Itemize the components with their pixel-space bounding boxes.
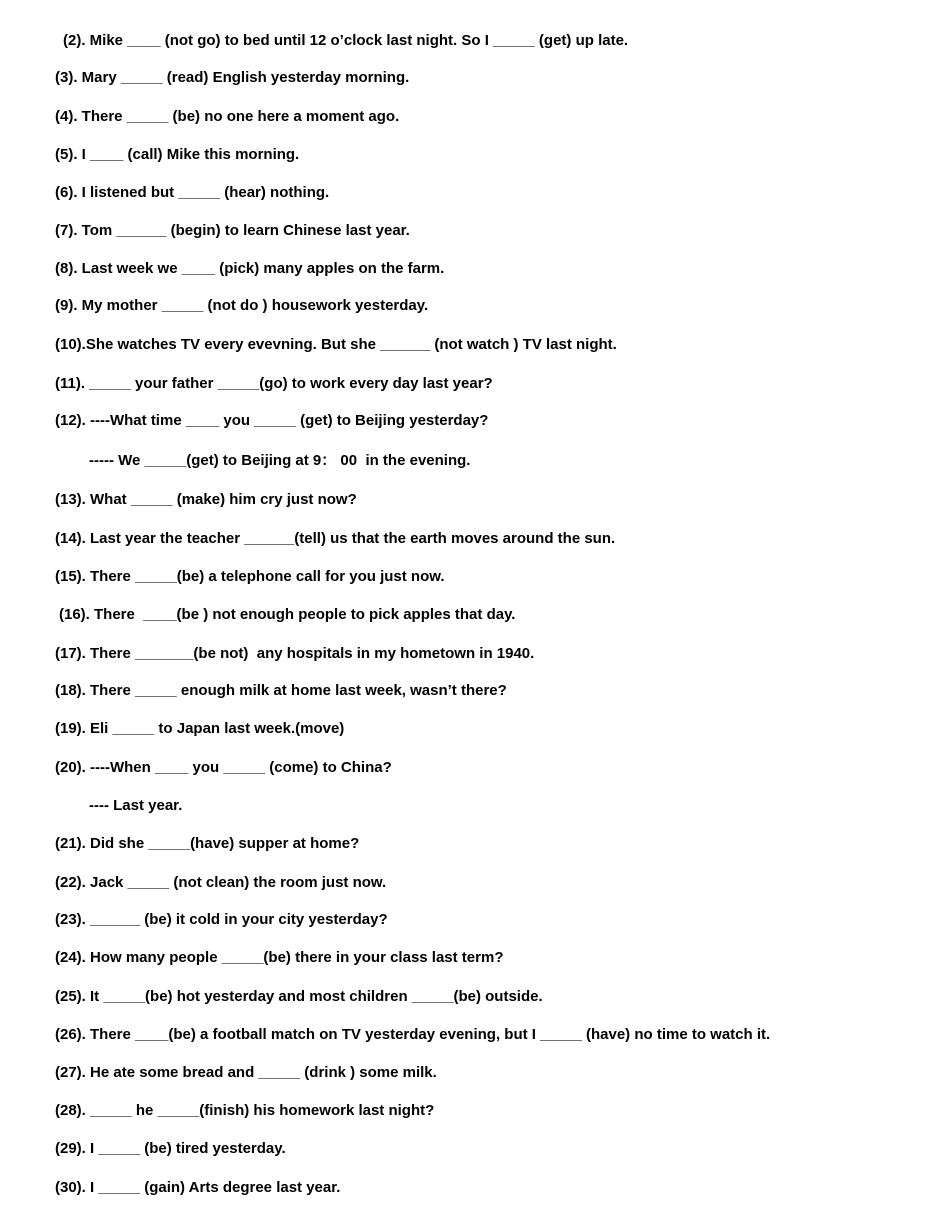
question-6: (6). I listened but _____ (hear) nothing.: [55, 184, 330, 201]
question-8: (8). Last week we ____ (pick) many apples on the farm.: [55, 260, 445, 277]
question-25: (25). It _____(be) hot yesterday and most children _____(be) outside.: [55, 988, 543, 1005]
question-28: (28). _____ he _____(finish) his homework last night?: [55, 1102, 435, 1119]
question-20-answer: ---- Last year.: [89, 797, 183, 814]
question-19: (19). Eli _____ to Japan last week.(move): [55, 720, 345, 737]
question-5: (5). I ____ (call) Mike this morning.: [55, 146, 300, 163]
question-4: (4). There _____ (be) no one here a moment ago.: [55, 108, 400, 125]
question-22: (22). Jack _____ (not clean) the room just now.: [55, 874, 387, 891]
question-16: (16). There ____(be ) not enough people to pick apples that day.: [59, 606, 516, 623]
question-21: (21). Did she _____(have) supper at home?: [55, 835, 360, 852]
question-2: (2). Mike ____ (not go) to bed until 12 o’clock last night. So I _____ (get) up late.: [63, 32, 629, 49]
question-12: (12). ----What time ____ you _____ (get) to Beijing yesterday?: [55, 412, 489, 429]
question-9: (9). My mother _____ (not do ) housework yesterday.: [55, 297, 429, 314]
question-20: (20). ----When ____ you _____ (come) to China?: [55, 759, 392, 776]
question-26: (26). There ____(be) a football match on TV yesterday evening, but I _____ (have) no time to watch it.: [55, 1026, 771, 1043]
question-15: (15). There _____(be) a telephone call for you just now.: [55, 568, 445, 585]
question-14: (14). Last year the teacher ______(tell) us that the earth moves around the sun.: [55, 530, 616, 547]
question-18: (18). There _____ enough milk at home last week, wasn’t there?: [55, 682, 507, 699]
question-10: (10).She watches TV every evevning. But she ______ (not watch ) TV last night.: [55, 336, 617, 353]
question-24: (24). How many people _____(be) there in your class last term?: [55, 949, 504, 966]
question-27: (27). He ate some bread and _____ (drink ) some milk.: [55, 1064, 437, 1081]
question-11: (11). _____ your father _____(go) to work every day last year?: [55, 375, 493, 392]
question-12-answer: ----- We _____(get) to Beijing at 9： 00 in the evening.: [89, 452, 471, 469]
question-30: (30). I _____ (gain) Arts degree last year.: [55, 1179, 341, 1196]
question-23: (23). ______ (be) it cold in your city yesterday?: [55, 911, 388, 928]
question-3: (3). Mary _____ (read) English yesterday morning.: [55, 69, 410, 86]
question-7: (7). Tom ______ (begin) to learn Chinese last year.: [55, 222, 410, 239]
question-17: (17). There _______(be not) any hospitals in my hometown in 1940.: [55, 645, 535, 662]
question-29: (29). I _____ (be) tired yesterday.: [55, 1140, 286, 1157]
question-13: (13). What _____ (make) him cry just now?: [55, 491, 357, 508]
